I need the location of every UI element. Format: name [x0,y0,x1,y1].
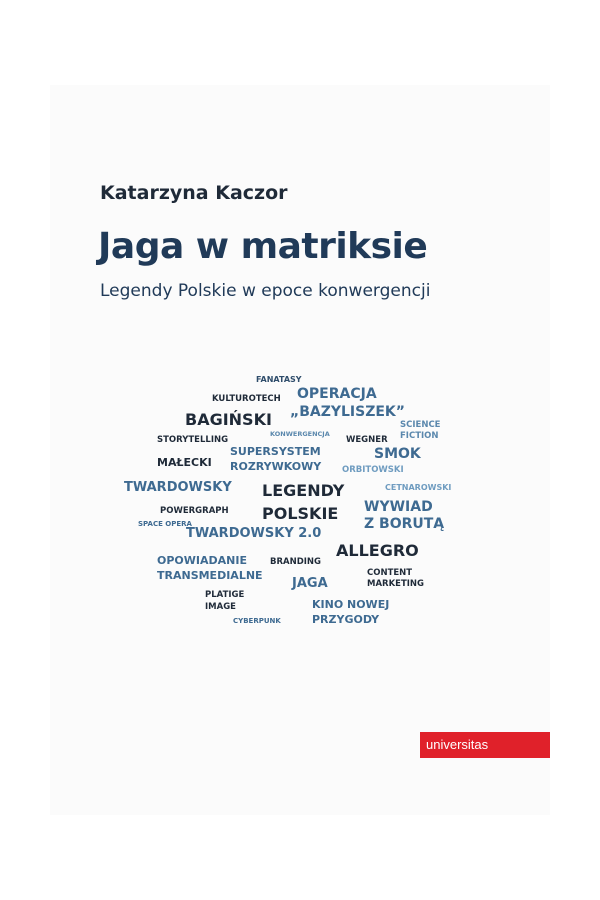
cloud-word: POLSKIE [262,504,339,523]
cloud-word: KULTUROTECH [212,394,281,404]
cloud-word: SPACE OPERA [138,520,192,528]
cloud-word: BAGIŃSKI [185,410,272,429]
cloud-word: JAGA [292,576,328,591]
book-title: Jaga w matriksie [98,226,428,267]
cloud-word: ALLEGRO [336,541,419,560]
cloud-word: POWERGRAPH [160,506,229,516]
cloud-word: WYWIAD [364,499,433,515]
cloud-word: MAŁECKI [157,456,212,469]
cloud-word: SMOK [374,446,421,462]
cloud-word: CETNAROWSKI [385,483,452,492]
cloud-word: KINO NOWEJ [312,598,390,611]
cloud-word: LEGENDY [262,481,345,500]
cloud-word: TRANSMEDIALNE [157,569,263,582]
cloud-word: PLATIGE [205,590,245,600]
cloud-word: CYBERPUNK [233,617,281,625]
cloud-word: ROZRYWKOWY [230,460,322,473]
cloud-word: FANATASY [256,375,302,384]
cloud-word: TWARDOWSKY [124,480,232,495]
cloud-word: ORBITOWSKI [342,465,404,475]
cloud-word: KONWERGENCJA [270,430,330,438]
cloud-word: MARKETING [367,579,425,589]
cloud-word: „BAZYLISZEK” [290,404,405,420]
author-name: Katarzyna Kaczor [100,182,288,204]
cloud-word: Z BORUTĄ [364,516,445,532]
book-subtitle: Legendy Polskie w epoce konwergencji [100,281,431,301]
cloud-word: CONTENT [367,568,413,578]
cloud-word: TWARDOWSKY 2.0 [186,526,322,541]
cloud-word: SCIENCE [400,420,441,430]
cloud-word: IMAGE [205,602,236,612]
cloud-word: FICTION [400,431,439,441]
cloud-word: BRANDING [270,557,322,567]
cloud-word: PRZYGODY [312,613,380,626]
publisher-logo: universitas [420,732,550,758]
cloud-word: SUPERSYSTEM [230,445,321,458]
cloud-word: OPOWIADANIE [157,554,247,567]
cloud-word: WEGNER [346,435,388,445]
cloud-word: OPERACJA [297,386,377,402]
cloud-word: STORYTELLING [157,435,229,445]
